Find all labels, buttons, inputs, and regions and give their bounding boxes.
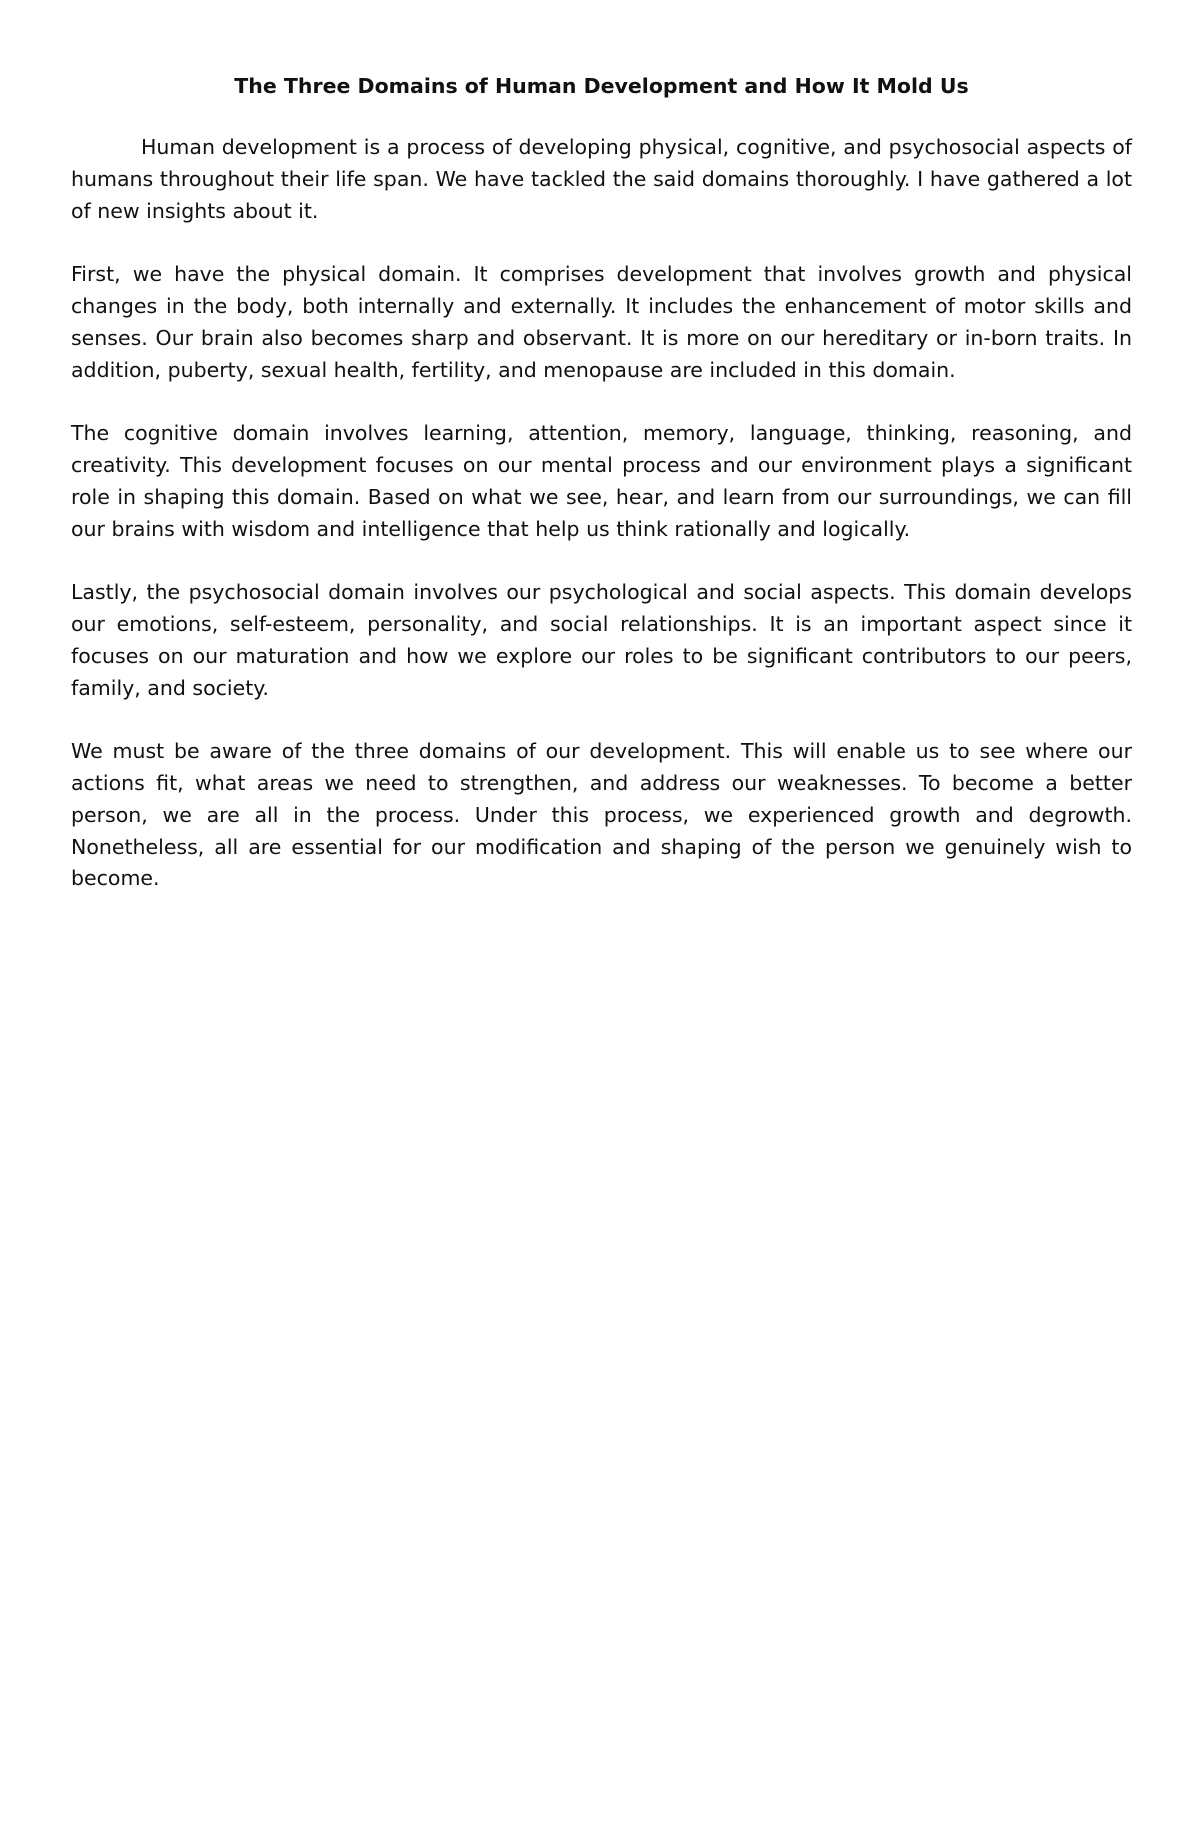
- paragraph-conclusion: We must be aware of the three domains of our development. This will enable us to see where our actions fit, what areas we need to strengthen, and address our weaknesses. To become a better person, we are all in the process. Under this process, we experienced growth and degrowth. Nonetheless, all are essential for our modification and shaping of the person we genuinely wish to become.: [71, 739, 1132, 891]
- paragraph-cognitive-domain: The cognitive domain involves learning, attention, memory, language, thinking, reasoning, and creativity. This development focuses on our mental process and our environment plays a significant role in shaping this domain. Based on what we see, hear, and learn from our surroundings, we can fill our brains with wisdom and intelligence that help us think rationally and logically.: [71, 421, 1132, 541]
- document-title: The Three Domains of Human Development and How It Mold Us: [234, 74, 969, 98]
- paragraph-introduction: Human development is a process of developing physical, cognitive, and psychosocial aspects of humans throughout their life span. We have tackled the said domains thoroughly. I have gathered a lot of new insights about it.: [71, 135, 1132, 223]
- paragraph-physical-domain: First, we have the physical domain. It comprises development that involves growth and physical changes in the body, both internally and externally. It includes the enhancement of motor skills and senses. Our brain also becomes sharp and observant. It is more on our hereditary or in-born traits. In addition, puberty, sexual health, fertility, and menopause are included in this domain.: [71, 262, 1132, 382]
- paragraph-psychosocial-domain: Lastly, the psychosocial domain involves our psychological and social aspects. This domain develops our emotions, self-esteem, personality, and social relationships. It is an important aspect since it focuses on our maturation and how we explore our roles to be significant contributors to our peers, family, and society.: [71, 580, 1132, 700]
